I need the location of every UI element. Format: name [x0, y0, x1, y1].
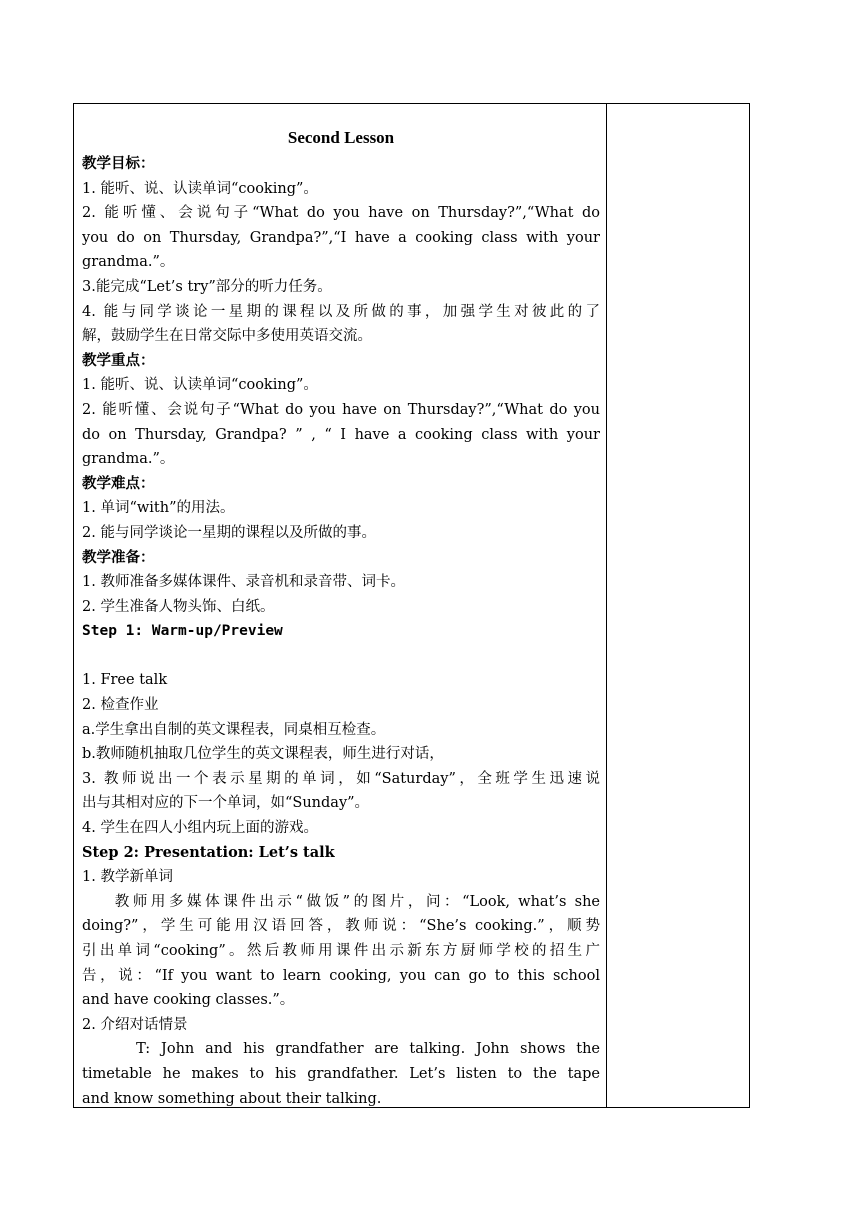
step2-line: and have cooking classes.”。 — [82, 992, 295, 1009]
objective-line: 3.能完成“Let’s try”部分的听力任务。 — [82, 278, 332, 295]
preparation-heading: 教学准备： — [82, 548, 155, 566]
preparation-line: 1. 教师准备多媒体课件、录音机和录音带、词卡。 — [82, 574, 405, 591]
step2-line: 2. 介绍对话情景 — [82, 1016, 188, 1033]
key-points-heading: 教学重点： — [82, 351, 155, 369]
objectives-heading: 教学目标： — [82, 155, 155, 172]
preparation-line: 2. 学生准备人物头饰、白纸。 — [82, 598, 275, 615]
step1-line: 2. 检查作业 — [82, 697, 159, 714]
step2-line: and know something about their talking. — [82, 1090, 382, 1107]
step2-line: doing?”，学生可能用汉语回答，教师说：“She’s cooking.”，顺势 — [82, 918, 600, 935]
step1-line: 3. 教师说出一个表示星期的单词，如“Saturday”，全班学生迅速说 — [82, 770, 600, 787]
key-point-line: 1. 能听、说、认读单词“cooking”。 — [82, 377, 318, 394]
step2-line: 引出单词“cooking”。然后教师用课件出示新东方厨师学校的招生广 — [82, 943, 600, 959]
difficulty-line: 2. 能与同学谈论一星期的课程以及所做的事。 — [82, 524, 376, 541]
objective-line: you do on Thursday, Grandpa?”,“I have a cooking class with your — [82, 229, 600, 246]
step1-line: b.教师随机抽取几位学生的英文课程表，师生进行对话， — [82, 746, 444, 763]
step1-line: 1. Free talk — [82, 672, 168, 689]
key-point-line: do on Thursday, Grandpa? ” , “ I have a cooking class with your — [82, 426, 600, 443]
objective-line: 2. 能听懂、会说句子“What do you have on Thursday?”,“What do — [82, 205, 600, 222]
step1-heading: Step 1: Warm-up/Preview — [82, 623, 283, 640]
step2-line: 告，说：“If you want to learn cooking, you can go to this school — [82, 967, 600, 984]
step1-line: 出与其相对应的下一个单词，如“Sunday”。 — [82, 795, 370, 812]
step2-line: 1. 教学新单词 — [82, 869, 173, 886]
difficulty-line: 1. 单词“with”的用法。 — [82, 500, 235, 517]
step2-line: T: John and his grandfather are talking. John shows the — [82, 1041, 600, 1058]
objective-line: 1. 能听、说、认读单词“cooking”。 — [82, 180, 318, 197]
blank-line — [82, 644, 600, 669]
objective-line: grandma.”。 — [82, 254, 175, 271]
objective-line: 4. 能与同学谈论一星期的课程以及所做的事，加强学生对彼此的了 — [82, 303, 600, 320]
lesson-title: Second Lesson — [287, 128, 395, 147]
key-point-line: grandma.”。 — [82, 451, 175, 468]
step2-line: timetable he makes to his grandfather. Let’s listen to the tape — [82, 1065, 600, 1082]
difficulties-heading: 教学难点： — [82, 474, 155, 492]
notes-cell — [607, 104, 749, 1107]
step2-heading: Step 2: Presentation: Let’s talk — [82, 843, 335, 861]
lesson-table — [73, 103, 750, 1108]
key-point-line: 2. 能听懂、会说句子“What do you have on Thursday?”,“What do you — [82, 401, 600, 418]
step1-line: 4. 学生在四人小组内玩上面的游戏。 — [82, 820, 318, 837]
step1-line: a.学生拿出自制的英文课程表，同桌相互检查。 — [82, 721, 386, 738]
lesson-content — [82, 124, 600, 1111]
objective-line: 解，鼓励学生在日常交际中多使用英语交流。 — [82, 328, 372, 345]
step2-line: 教师用多媒体课件出示“做饭”的图片，问：“Look, what’s she — [82, 893, 600, 910]
